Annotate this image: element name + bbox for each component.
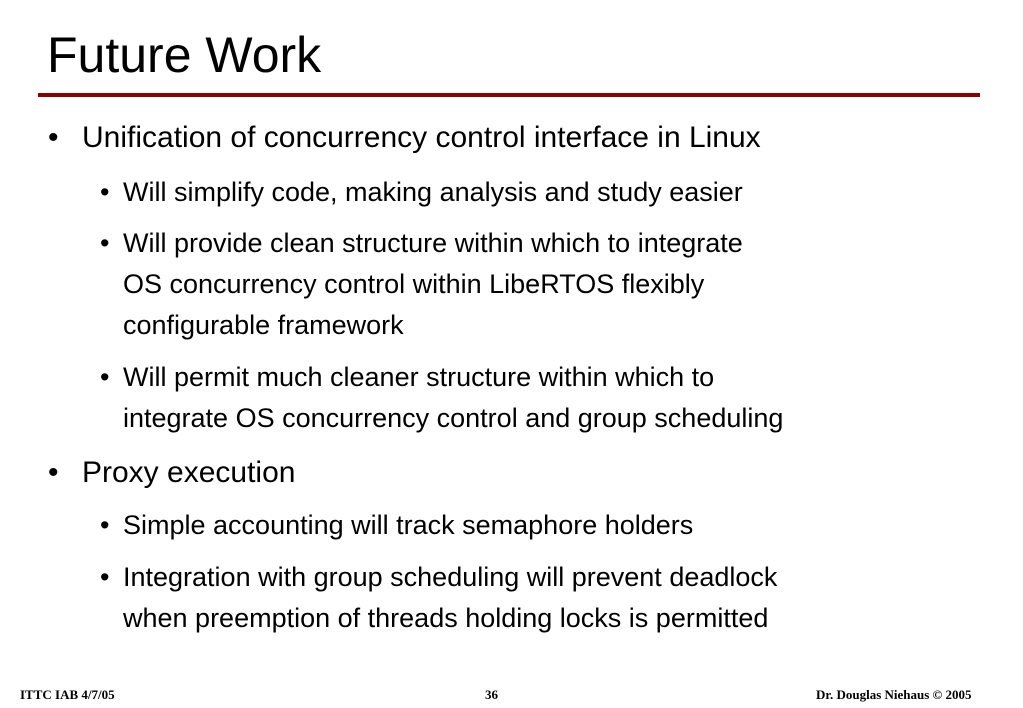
- sub-bullet-simplify-code: [100, 172, 743, 213]
- bullet-unification: [48, 120, 761, 156]
- slide-title: Future Work: [47, 27, 322, 83]
- bullet-icon: •: [100, 510, 110, 540]
- bullet-icon: •: [100, 177, 110, 207]
- bullet-text: Proxy execution: [82, 456, 296, 489]
- bullet-icon: •: [48, 456, 59, 489]
- page-number: 36: [485, 687, 498, 702]
- sub-bullet-text: Will simplify code, making analysis and study easier: [123, 177, 743, 207]
- sub-bullet-clean-structure: [100, 223, 743, 346]
- bullet-proxy-execution: [48, 455, 296, 491]
- sub-bullet-line: configurable framework: [123, 310, 404, 340]
- sub-bullet-line: when preemption of threads holding locks is permitted: [123, 603, 769, 633]
- sub-bullet-cleaner-structure: [100, 357, 784, 439]
- title-divider: [38, 93, 980, 97]
- bullet-icon: •: [100, 362, 110, 392]
- sub-bullet-line: Will permit much cleaner structure within which to: [123, 362, 715, 392]
- sub-bullet-line: Integration with group scheduling will prevent deadlock: [123, 562, 778, 592]
- sub-bullet-line: Will provide clean structure within which to integrate: [123, 228, 743, 258]
- bullet-icon: •: [100, 562, 110, 592]
- footer-author: Dr. Douglas Niehaus © 2005: [816, 687, 972, 702]
- sub-bullet-line: OS concurrency control within LibeRTOS flexibly: [123, 269, 705, 299]
- footer-left: ITTC IAB 4/7/05: [20, 687, 115, 702]
- bullet-text: Unification of concurrency control interface in Linux: [82, 121, 761, 154]
- sub-bullet-semaphore-holders: [100, 505, 694, 546]
- sub-bullet-text: Simple accounting will track semaphore holders: [123, 510, 694, 540]
- bullet-icon: •: [48, 121, 59, 154]
- sub-bullet-line: integrate OS concurrency control and group scheduling: [123, 403, 784, 433]
- bullet-icon: •: [100, 228, 110, 258]
- sub-bullet-prevent-deadlock: [100, 557, 778, 639]
